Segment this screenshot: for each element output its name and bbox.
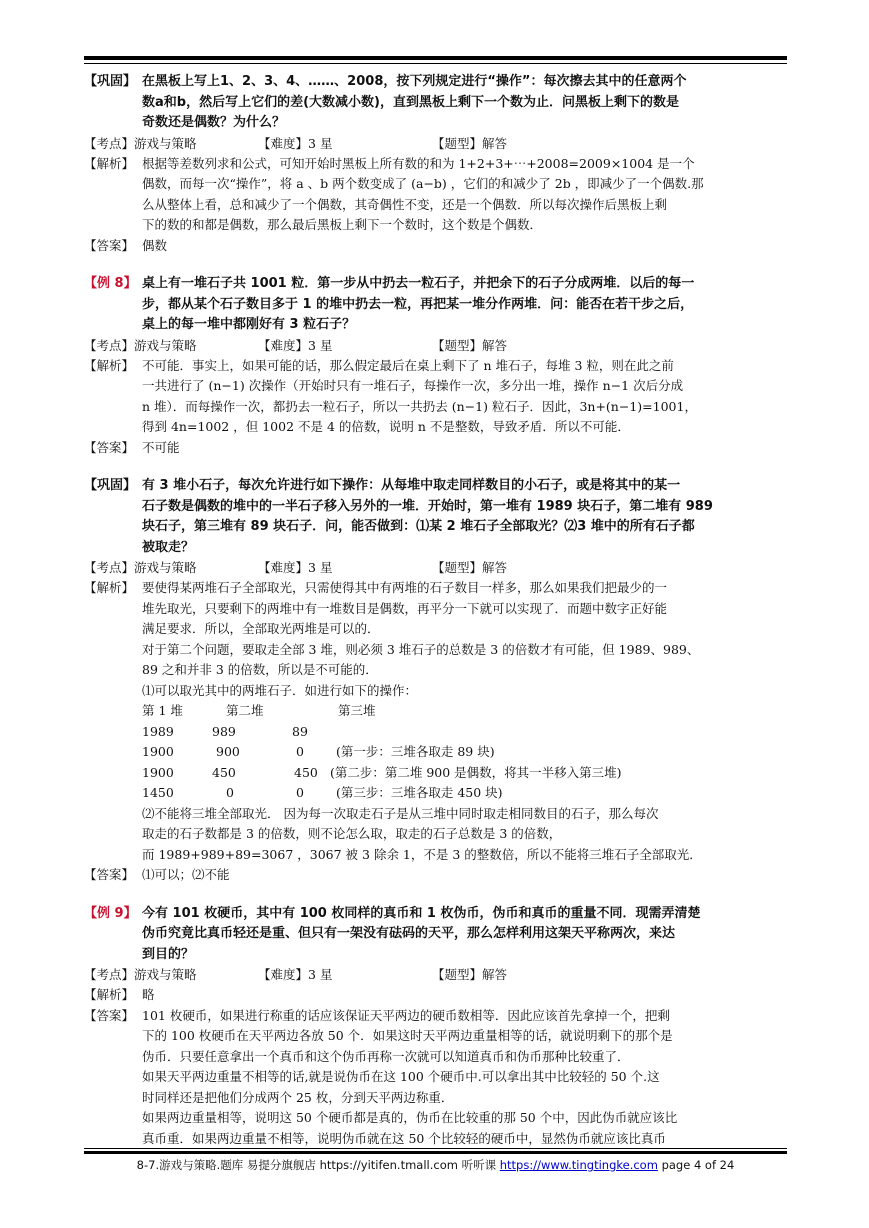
question-consolidate-2 (84, 476, 788, 558)
answer-value: 偶数 (142, 237, 168, 253)
nandu-value: 3 星 (308, 135, 333, 151)
analysis-line: 下的数的和都是偶数，那么最后黑板上剩下一个数时，这个数是个偶数． (142, 217, 543, 232)
question-line: 有 3 堆小石子，每次允许进行如下操作：从每堆中取走同样数目的小石子，或是将其中的某一 (142, 478, 681, 493)
question-line: 被取走？ (142, 539, 195, 555)
page-content (84, 72, 788, 1149)
kaodian-value: 游戏与策略 (134, 337, 197, 353)
table-header-cell: 第三堆 (338, 703, 376, 718)
tixing-value: 解答 (482, 337, 508, 353)
table-header-cell: 第二堆 (226, 703, 264, 718)
nandu-value: 3 星 (308, 967, 333, 982)
answer-line: 时同样还是把他们分成两个 25 枚，分到天平两边称重． (142, 1089, 454, 1105)
answer-row (84, 236, 788, 257)
answer-line: 真币重．如果两边重量不相等，说明伪币就在这 50 个比较轻的硬币中，显然伪币就应该比真币 (142, 1130, 666, 1146)
pile-table-row (142, 722, 788, 743)
answer-row (84, 865, 788, 886)
footer-rule-thick (84, 1151, 787, 1154)
table-cell: 450 (294, 764, 318, 780)
label-daan: 【答案】 (84, 439, 135, 455)
table-cell: 1450 (142, 785, 174, 800)
kaodian-value: 游戏与策略 (134, 967, 197, 982)
analysis-line: 根据等差数列求和公式，可知开始时黑板上所有数的和为 1+2+3+⋯+2008=2009×1004 是一个 (142, 155, 695, 171)
question-line: 块石子，第三堆有 89 块石子．问，能否做到：⑴某 2 堆石子全部取光？⑵3 堆中的所有石子都 (142, 519, 695, 534)
footer-rule-thin (84, 1148, 787, 1149)
analysis-line: 满足要求．所以，全部取光两堆是可以的． (142, 621, 380, 636)
analysis-line: 么从整体上看，总和减少了一个偶数，其奇偶性不变，还是一个偶数．所以每次操作后黑板上剩 (142, 196, 668, 212)
analysis-line: 堆先取光，只要剩下的两堆中有一堆数目是偶数，再平分一下就可以实现了．而题中数字正好能 (142, 600, 668, 616)
answer-line: 下的 100 枚硬币在天平两边各放 50 个．如果这时天平两边重量相等的话，就说明剩下的那个是 (142, 1028, 673, 1043)
analysis-line: 不可能．事实上，如果可能的话，那么假定最后在桌上剩下了 n 堆石子，每堆 3 粒，则在此之前 (142, 357, 674, 373)
label-tixing: 【题型】 (432, 135, 483, 151)
label-kaodian: 【考点】 (84, 967, 135, 982)
table-cell: 989 (212, 723, 236, 739)
footer-link[interactable]: https://www.tingtingke.com (499, 1158, 658, 1172)
table-header-cell: 第 1 堆 (142, 703, 183, 718)
analysis-line: 而 1989+989+89=3067 ，3067 被 3 除余 1，不是 3 的整数倍，所以不能将三堆石子全部取光． (142, 846, 702, 862)
tixing-value: 解答 (482, 967, 508, 982)
analysis-line: ⑴可以取光其中的两堆石子．如进行如下的操作： (142, 682, 418, 698)
table-cell: 1989 (142, 723, 174, 739)
meta-row (84, 558, 788, 578)
label-nandu: 【难度】 (258, 337, 309, 353)
question-line: 今有 101 枚硬币，其中有 100 枚同样的真币和 1 枚伪币，伪币和真币的重量不同．现需弄清楚 (142, 905, 701, 921)
question-line: 桌上有一堆石子共 1001 粒．第一步从中扔去一粒石子，并把余下的石子分成两堆．以后的每一 (142, 276, 695, 291)
example-9 (84, 904, 788, 966)
label-jiexi: 【解析】 (84, 155, 135, 171)
label-nandu: 【难度】 (258, 560, 309, 575)
table-cell: 900 (216, 744, 240, 759)
label-example-9: 【例 9】 (84, 905, 137, 921)
question-consolidate-1 (84, 72, 788, 134)
analysis-row (84, 154, 788, 236)
analysis-line: 对于第二个问题，要取走全部 3 堆，则必须 3 堆石子的总数是 3 的倍数才有可能，但 1989、989、 (142, 641, 700, 657)
tixing-value: 解答 (482, 135, 508, 151)
answer-row (84, 438, 788, 459)
table-cell: 0 (296, 785, 304, 800)
analysis-line: 要使得某两堆石子全部取光，只需使得其中有两堆的石子数目一样多，那么如果我们把最少的一 (142, 580, 668, 595)
analysis-line: n 堆）．而每操作一次，都扔去一粒石子，所以一共扔去 (n−1) 粒石子．因此，3n+(n−1)=1001， (142, 398, 697, 414)
label-example-8: 【例 8】 (84, 276, 137, 291)
table-cell: 1900 (142, 744, 174, 759)
header-rule-thin (84, 63, 787, 64)
table-note: (第一步：三堆各取走 89 块) (336, 744, 495, 759)
table-note: (第二步：第二堆 900 是偶数，将其一半移入第三堆) (330, 764, 622, 780)
analysis-line: 取走的石子数都是 3 的倍数，则不论怎么取，取走的石子总数是 3 的倍数， (142, 826, 562, 841)
label-daan: 【答案】 (84, 867, 135, 882)
answer-line: 伪币．只要任意拿出一个真币和这个伪币再称一次就可以知道真币和伪币那种比较重了． (142, 1048, 630, 1064)
table-cell: 450 (212, 764, 236, 780)
kaodian-value: 游戏与策略 (134, 135, 197, 151)
question-line: 桌上的每一堆中都刚好有 3 粒石子？ (142, 317, 356, 332)
table-cell: 1900 (142, 764, 174, 780)
label-tixing: 【题型】 (432, 560, 483, 575)
label-daan: 【答案】 (84, 237, 135, 253)
answer-value: ⑴可以；⑵不能 (142, 867, 230, 882)
kaodian-value: 游戏与策略 (134, 560, 197, 575)
analysis-line: 一共进行了 (n−1) 次操作（开始时只有一堆石子，每操作一次，多分出一堆，操作 n−1 次后分成 (142, 378, 684, 393)
label-kaodian: 【考点】 (84, 560, 135, 575)
pile-table-row (142, 763, 788, 784)
nandu-value: 3 星 (308, 560, 333, 575)
question-line: 奇数还是偶数？为什么？ (142, 115, 286, 130)
pile-table-header (142, 701, 788, 722)
meta-row (84, 336, 788, 356)
example-8 (84, 274, 788, 336)
label-gonggu: 【巩固】 (84, 74, 137, 89)
pile-table-row (142, 783, 788, 804)
meta-row (84, 965, 788, 985)
question-line: 石子数是偶数的堆中的一半石子移入另外的一堆．开始时，第一堆有 1989 块石子，第二堆有 989 (142, 498, 713, 514)
table-note: (第三步：三堆各取走 450 块) (336, 785, 503, 800)
label-daan: 【答案】 (84, 1007, 135, 1023)
footer-source-text: 8-7.游戏与策略.题库 易提分旗舰店 https://yitifen.tmall.com 听听课 (136, 1158, 500, 1172)
label-kaodian: 【考点】 (84, 135, 135, 151)
label-nandu: 【难度】 (258, 135, 309, 151)
table-cell: 0 (226, 785, 234, 800)
analysis-value: 略 (142, 987, 155, 1002)
nandu-value: 3 星 (308, 337, 333, 353)
pile-table-row (142, 742, 788, 763)
analysis-line: 89 之和并非 3 的倍数，所以是不可能的． (142, 662, 378, 677)
answer-line: 101 枚硬币，如果进行称重的话应该保证天平两边的硬币数相等．因此应该首先拿掉一个，把剩 (142, 1007, 670, 1023)
analysis-row (84, 356, 788, 438)
analysis-line: 得到 4n=1002 ，但 1002 不是 4 的倍数，说明 n 不是整数，导致矛盾．所以不可能． (142, 419, 630, 434)
footer-page-number: page 4 of 24 (661, 1158, 735, 1172)
label-jiexi: 【解析】 (84, 987, 135, 1002)
question-line: 步，都从某个石子数目多于 1 的堆中扔去一粒，再把某一堆分作两堆．问：能否在若干步之后， (142, 296, 694, 312)
tixing-value: 解答 (482, 560, 508, 575)
label-nandu: 【难度】 (258, 967, 309, 982)
answer-value: 不可能 (142, 439, 180, 455)
header-rule-thick (84, 56, 787, 60)
table-cell: 0 (296, 744, 304, 759)
label-jiexi: 【解析】 (84, 357, 135, 373)
question-line: 在黑板上写上1、2、3、4、……、2008，按下列规定进行“操作”：每次擦去其中的任意两个 (142, 74, 687, 89)
analysis-line: 偶数，而每一次“操作”，将 a 、b 两个数变成了 (a−b) ，它们的和减少了 2b ，即减少了一个偶数.那 (142, 176, 704, 191)
page-footer (84, 1157, 787, 1173)
analysis-row (84, 578, 788, 865)
answer-line: 如果天平两边重量不相等的话,就是说伪币在这 100 个硬币中.可以拿出其中比较轻的 50 个.这 (142, 1069, 660, 1084)
table-cell: 89 (292, 723, 308, 739)
answer-row (84, 1006, 788, 1150)
question-line: 伪币究竟比真币轻还是重、但只有一架没有砝码的天平，那么怎样利用这架天平称两次，来达 (142, 926, 676, 941)
question-line: 到目的？ (142, 946, 195, 962)
answer-line: 如果两边重量相等，说明这 50 个硬币都是真的，伪币在比较重的那 50 个中，因此伪币就应该比 (142, 1110, 678, 1125)
analysis-row (84, 985, 788, 1006)
label-tixing: 【题型】 (432, 967, 483, 982)
analysis-line: ⑵不能将三堆全部取光． 因为每一次取走石子是从三堆中同时取走相同数目的石子，那么每次 (142, 805, 659, 821)
meta-row (84, 134, 788, 154)
label-tixing: 【题型】 (432, 337, 483, 353)
label-kaodian: 【考点】 (84, 337, 135, 353)
label-gonggu: 【巩固】 (84, 478, 137, 493)
question-line: 数a和b，然后写上它们的差(大数减小数)，直到黑板上剩下一个数为止．问黑板上剩下的数是 (142, 94, 679, 110)
label-jiexi: 【解析】 (84, 580, 135, 595)
